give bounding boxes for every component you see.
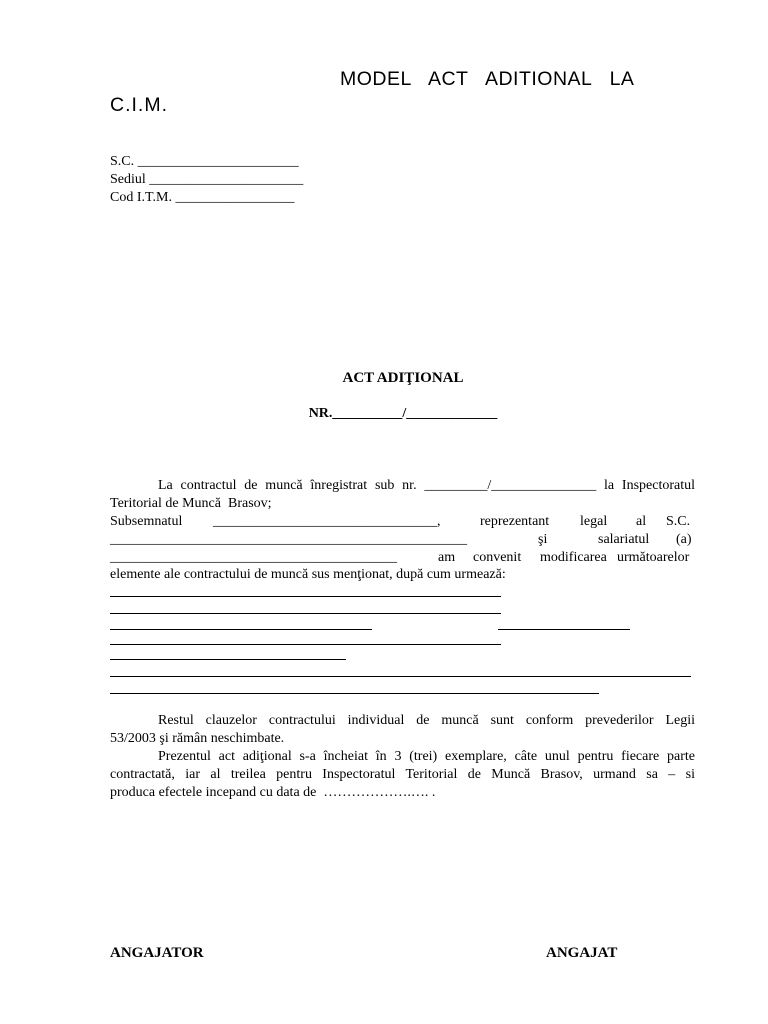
- blank-line: [110, 693, 599, 694]
- sc-word: S.C.: [666, 514, 691, 529]
- subsemnatul-label: Subsemnatul: [110, 514, 183, 529]
- subsemnatul-blank: ________________________________,: [213, 514, 441, 529]
- paragraph-2-line-4: elemente ale contractului de muncă sus menţionat, după cum urmează:: [110, 567, 506, 582]
- blank-line: [110, 596, 501, 597]
- si-word: şi: [538, 532, 548, 547]
- reprezentant-word: reprezentant: [480, 514, 550, 529]
- paragraph-1-line-1: La contractul de muncă înregistrat sub nr. _________/_______________ la Inspectoratul: [158, 478, 695, 493]
- paragraph-3-line-2: 53/2003 şi rămân neschimbate.: [110, 731, 285, 746]
- paragraph-4-line-3: produca efectele incepand cu data de ……………….…. .: [110, 785, 436, 800]
- company-name-blank: ___________________________________________________: [110, 532, 467, 547]
- employer-signature-label: ANGAJATOR: [110, 945, 204, 961]
- paragraph-4-line-2: contractată, iar al treilea pentru Inspectoratul Teritorial de Muncă Brasov, urmand sa – si: [110, 767, 695, 782]
- company-sediul-field: Sediul ______________________: [110, 172, 304, 187]
- blank-line: [110, 676, 691, 677]
- blank-line: [110, 644, 501, 645]
- paragraph-1-line-2: Teritorial de Muncă Brasov;: [110, 496, 272, 511]
- act-number-field: NR.__________/_____________: [308, 406, 498, 421]
- act-heading: ACT ADIŢIONAL: [342, 370, 464, 386]
- company-sc-field: S.C. _______________________: [110, 154, 299, 169]
- al-word: al: [636, 514, 647, 529]
- paragraph-3-line-1: Restul clauzelor contractului individual de muncă sunt conform prevederilor Legii: [158, 713, 695, 728]
- modificarea-word: modificarea: [540, 550, 607, 565]
- blank-line: [110, 659, 346, 660]
- blank-line: [110, 629, 372, 630]
- blank-line: [110, 613, 501, 614]
- urmatoarelor-word: următoarelor: [617, 550, 690, 565]
- convenit-word: convenit: [473, 550, 522, 565]
- document-title-line-2: C.I.M.: [110, 94, 168, 116]
- paragraph-4-line-1: Prezentul act adiţional s-a încheiat în 3 (trei) exemplare, câte unul pentru fiecare parte: [158, 749, 695, 764]
- employee-signature-label: ANGAJAT: [546, 945, 618, 961]
- employee-name-blank: _________________________________________: [110, 550, 397, 565]
- legal-word: legal: [580, 514, 608, 529]
- blank-line: [498, 629, 630, 630]
- salariatul-word: salariatul: [598, 532, 650, 547]
- am-word: am: [438, 550, 456, 565]
- document-title-line-1: MODEL ACT ADITIONAL LA: [340, 68, 635, 90]
- company-cod-itm-field: Cod I.T.M. _________________: [110, 190, 295, 205]
- a-word: (a): [676, 532, 692, 547]
